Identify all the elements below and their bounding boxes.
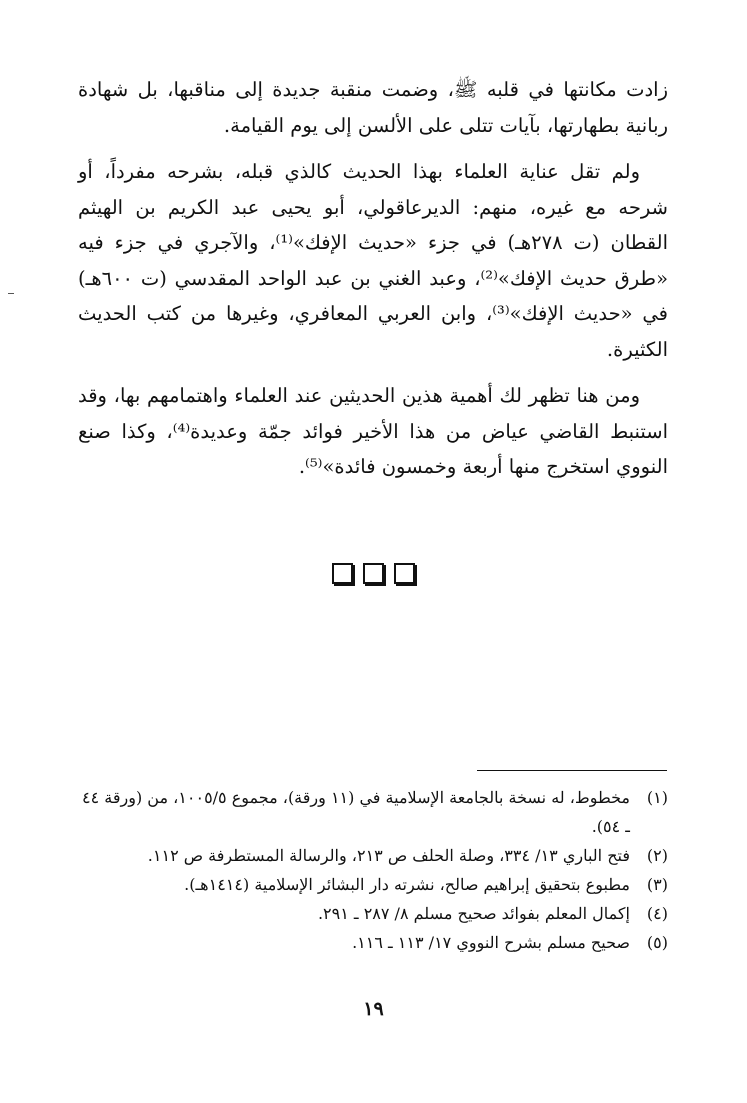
scan-edge-mark <box>8 293 14 294</box>
footnote-text: صحيح مسلم بشرح النووي ١٧/ ١١٣ ـ ١١٦. <box>352 933 630 952</box>
footnote-text: مخطوط، له نسخة بالجامعة الإسلامية في (١١ ورقة)، مجموع ١٠٠٥/٥، من (ورقة ٤٤ ـ ٥٤). <box>82 788 630 836</box>
footnote-4 <box>78 899 668 928</box>
paragraph-1: زادت مكانتها في قلبه ﷺ، وضمت منقبة جديدة إلى مناقبها، بل شهادة ربانية بطهارتها، بآيات تتلى على الألسن إلى يوم القيامة. <box>78 78 668 137</box>
footnote-number: (١) <box>646 788 668 807</box>
paragraph-2: ولم تقل عناية العلماء بهذا الحديث كالذي قبله، بشرحه مفرداً، أو شرحه مع غيره، منهم: الديرعاقولي، أبو يحيى عبد الكريم بن الهيثم القطان (ت ٢٧٨هـ) في جزء «حديث الإفك»⁽¹⁾، والآجري في جزء فيه «طرق حديث الإفك»⁽²⁾، وعبد الغني بن عبد الواحد المقدسي (ت ٦٠٠هـ) في «حديث الإفك»⁽³⁾، وابن العربي المعافري، وغيرها من كتب الحديث الكثيرة. <box>78 160 669 361</box>
paragraph-3: ومن هنا تظهر لك أهمية هذين الحديثين عند العلماء واهتمامهم بها، وقد استنبط القاضي عياض من هذا الأخير فوائد جمّة وعديدة⁽⁴⁾، وكذا صنع النووي استخرج منها أربعة وخمسون فائدة»⁽⁵⁾. <box>78 384 669 478</box>
footnote-2 <box>78 841 668 870</box>
separator-square-icon <box>332 563 353 584</box>
footnotes <box>78 783 668 957</box>
footnote-text: مطبوع بتحقيق إبراهيم صالح، نشرته دار البشائر الإسلامية (١٤١٤هـ). <box>184 875 630 894</box>
footnote-number: (٥) <box>646 933 668 952</box>
footnote-text: إكمال المعلم بفوائد صحيح مسلم ٨/ ٢٨٧ ـ ٢٩١. <box>317 904 630 923</box>
footnote-1 <box>78 783 668 841</box>
footnote-text: فتح الباري ١٣/ ٣٣٤، وصلة الحلف ص ٢١٣، والرسالة المستطرفة ص ١١٢. <box>147 846 630 865</box>
separator-square-icon <box>363 563 384 584</box>
footnote-number: (٢) <box>646 846 668 865</box>
separator-square-icon <box>394 563 415 584</box>
footnote-3 <box>78 870 668 899</box>
section-separator <box>0 563 747 584</box>
footnote-number: (٤) <box>646 904 668 923</box>
footnote-5 <box>78 928 668 957</box>
main-text <box>78 72 668 496</box>
page-number: ١٩ <box>363 998 384 1020</box>
footnote-rule <box>477 770 667 771</box>
footnote-number: (٣) <box>646 875 668 894</box>
